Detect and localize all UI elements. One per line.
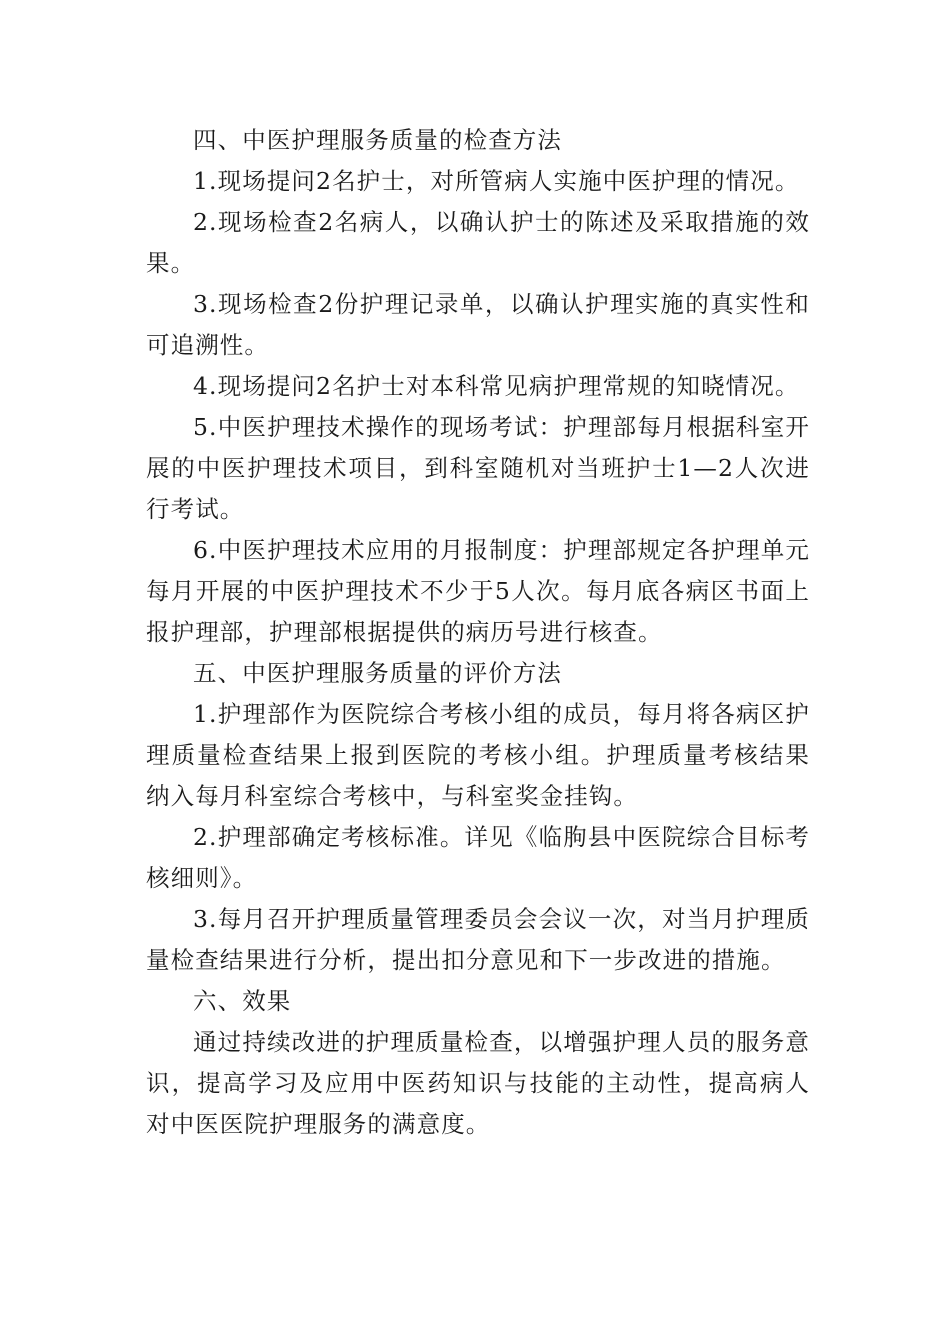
inspection-item-1: 1.现场提问2名护士，对所管病人实施中医护理的情况。 xyxy=(193,167,800,195)
effects-paragraph: 通过持续改进的护理质量检查，以增强护理人员的服务意识，提高学习及应用中医药知识与技能的主动性，提高病人对中医医院护理服务的满意度。 xyxy=(146,1028,810,1138)
document-body xyxy=(146,120,810,1145)
inspection-item-2: 2.现场检查2名病人，以确认护士的陈述及采取措施的效果。 xyxy=(146,208,810,277)
inspection-item-5: 5.中医护理技术操作的现场考试：护理部每月根据科室开展的中医护理技术项目，到科室随机对当班护士1—2人次进行考试。 xyxy=(146,413,810,523)
inspection-item-4: 4.现场提问2名护士对本科常见病护理常规的知晓情况。 xyxy=(193,372,800,400)
inspection-item-3: 3.现场检查2份护理记录单，以确认护理实施的真实性和可追溯性。 xyxy=(146,290,810,359)
evaluation-item-1: 1.护理部作为医院综合考核小组的成员，每月将各病区护理质量检查结果上报到医院的考核小组。护理质量考核结果纳入每月科室综合考核中，与科室奖金挂钩。 xyxy=(146,700,810,810)
inspection-item-6: 6.中医护理技术应用的月报制度：护理部规定各护理单元每月开展的中医护理技术不少于5人次。每月底各病区书面上报护理部，护理部根据提供的病历号进行核查。 xyxy=(146,536,810,646)
section-heading-inspection-methods: 四、中医护理服务质量的检查方法 xyxy=(193,126,562,154)
evaluation-item-3: 3.每月召开护理质量管理委员会会议一次，对当月护理质量检查结果进行分析，提出扣分意见和下一步改进的措施。 xyxy=(146,905,810,974)
evaluation-item-2: 2.护理部确定考核标准。详见《临朐县中医院综合目标考核细则》。 xyxy=(146,823,810,892)
section-heading-effects: 六、效果 xyxy=(193,987,292,1015)
section-heading-evaluation-methods: 五、中医护理服务质量的评价方法 xyxy=(193,659,562,687)
